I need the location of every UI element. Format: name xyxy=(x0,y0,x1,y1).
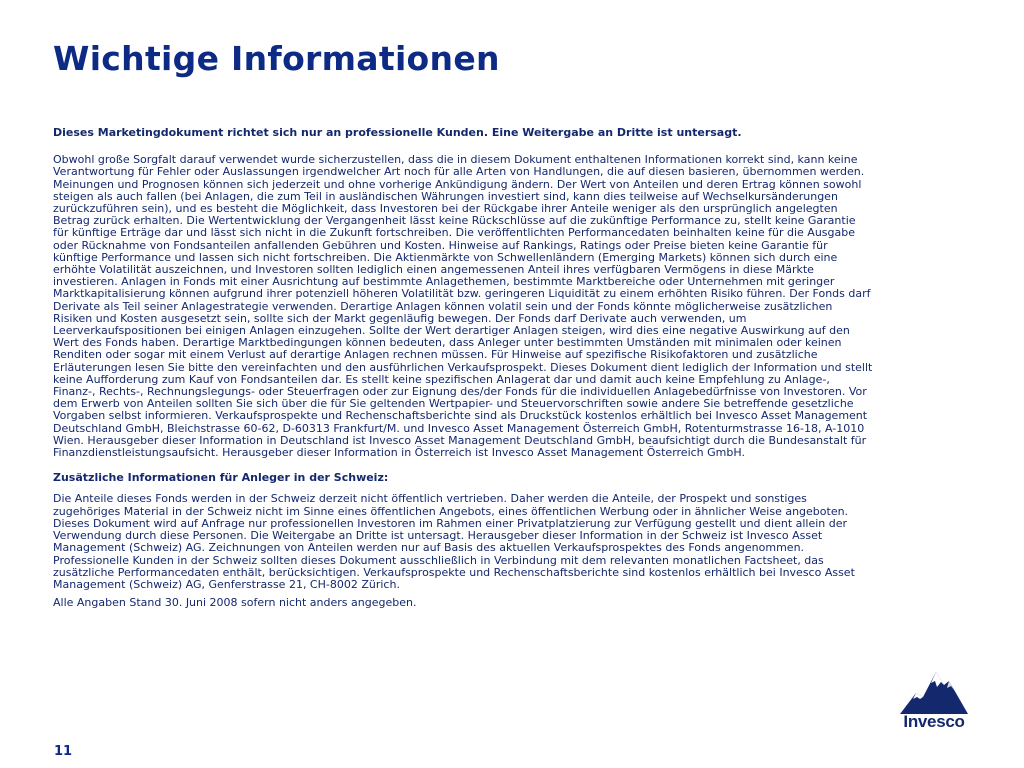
swiss-section-paragraph: Die Anteile dieses Fonds werden in der Schweiz derzeit nicht öffentlich vertrieben. Daher werden die Anteile, der Prospekt und sonstiges zugehöriges Material in der Schweiz nicht im Sinne eines öffentlichen Angebots, eines öffentlichen Werbung oder in ähnlicher Weise angeboten. Dieses Dokument wird auf Anfrage nur professionellen Investoren im Rahmen einer Privatplatzierung zur Verfügung gestellt und dient allein der Verwendung durch diese Personen. Die Weitergabe an Dritte ist untersagt. Herausgeber dieser Information in der Schweiz ist Invesco Asset Management (Schweiz) AG. Zeichnungen von Anteilen werden nur auf Basis des aktuellen Verkaufsprospektes des Fonds angenommen. Professionelle Kunden in der Schweiz sollten dieses Dokument ausschließlich in Verbindung mit dem relevanten monatlichen Factsheet, das zusätzliche Performancedaten enthält, berücksichtigen. Verkaufsprospekte und Rechenschaftsberichte sind kostenlos erhältlich bei Invesco Asset Management (Schweiz) AG, Genferstrasse 21, CH-8002 Zürich. xyxy=(53,492,855,591)
mountain-logo-icon xyxy=(894,668,974,716)
date-note: Alle Angaben Stand 30. Juni 2008 sofern nicht anders angegeben. xyxy=(53,596,417,610)
page-number: 11 xyxy=(54,744,73,759)
lead-notice: Dieses Marketingdokument richtet sich nur an professionelle Kunden. Eine Weitergabe an Dritte ist untersagt. xyxy=(53,126,742,139)
disclaimer-paragraph: Obwohl große Sorgfalt darauf verwendet wurde sicherzustellen, dass die in diesem Dokument enthaltenen Informationen korrekt sind, kann keine Verantwortung für Fehler oder Auslassungen irgendwelcher Art noch für alle Arten von Handlungen, die auf diesen basieren, übernommen werden. Meinungen und Prognosen können sich jederzeit und ohne vorherige Ankündigung ändern. Der Wert von Anteilen und deren Ertrag können sowohl steigen als auch fallen (bei Anlagen, die zum Teil in ausländischen Währungen investiert sind, kann dies teilweise auf Wechselkursänderungen zurückzuführen sein), und es besteht die Möglichkeit, dass Investoren bei der Rückgabe ihrer Anteile weniger als den ursprünglich angelegten Betrag zurück erhalten. Die Wertentwicklung der Vergangenheit lässt keine Rückschlüsse auf die zukünftige Performance zu, stellt keine Garantie für künftige Erträge dar und lässt sich nicht in die Zukunft fortschreiben. Die veröffentlichten Performancedaten beinhalten keine für die Ausgabe oder Rücknahme von Fondsanteilen anfallenden Gebühren und Kosten. Hinweise auf Rankings, Ratings oder Preise bieten keine Garantie für künftige Performance und lassen sich nicht fortschreiben. Die Aktienmärkte von Schwellenländern (Emerging Markets) können sich durch eine erhöhte Volatilität auszeichnen, und Investoren sollten lediglich einen angemessenen Anteil ihres verfügbaren Vermögens in diese Märkte investieren. Anlagen in Fonds mit einer Ausrichtung auf bestimmte Anlagethemen, bestimmte Marktbereiche oder Unternehmen mit geringer Marktkapitalisierung können aufgrund ihrer potenziell höheren Volatilität bzw. geringeren Liquidität zu einem erhöhten Risiko führen. Der Fonds darf Derivate als Teil seiner Anlagestrategie verwenden. Derartige Anlagen können volatil sein und der Fonds könnte möglicherweise zusätzlichen Risiken und Kosten ausgesetzt sein, sollte sich der Markt gegenläufig bewegen. Der Fonds darf Derivate auch verwenden, um Leerverkaufspositionen bei einigen Anlagen einzugehen. Sollte der Wert derartiger Anlagen steigen, wird dies eine negative Auswirkung auf den Wert des Fonds haben. Derartige Marktbedingungen können bedeuten, dass Anleger unter bestimmten Umständen mit minimalen oder keinen Renditen oder sogar mit einem Verlust auf derartige Anlagen rechnen müssen. Für Hinweise auf spezifische Risikofaktoren und zusätzliche Erläuterungen lesen Sie bitte den vereinfachten und den ausführlichen Verkaufsprospekt. Dieses Dokument dient lediglich der Information und stellt keine Aufforderung zum Kauf von Fondsanteilen dar. Es stellt keine spezifischen Anlagerat dar und damit auch keine Empfehlung zu Anlage-, Finanz-, Rechts-, Rechnungslegungs- oder Steuerfragen oder zur Eignung des/der Fonds für die individuellen Anlagebedürfnisse von Investoren. Vor dem Erwerb von Anteilen sollten Sie sich über die für Sie geltenden Wertpapier- und Steuervorschriften sowie andere Sie betreffende gesetzliche Vorgaben selbst informieren. Verkaufsprospekte und Rechenschaftsberichte sind als Druckstück kostenlos erhältlich bei Invesco Asset Management Deutschland GmbH, Bleichstrasse 60-62, D-60313 Frankfurt/M. und Invesco Asset Management Österreich GmbH, Rotenturmstrasse 16-18, A-1010 Wien. Herausgeber dieser Information in Deutschland ist Invesco Asset Management Deutschland GmbH, beaufsichtigt durch die Bundesanstalt für Finanzdienstleistungsaufsicht. Herausgeber dieser Information in Österreich ist Invesco Asset Management Österreich GmbH. xyxy=(53,153,873,460)
logo-wordmark: Invesco xyxy=(903,712,965,731)
page-title: Wichtige Informationen xyxy=(53,39,500,78)
content-body xyxy=(53,127,873,609)
invesco-logo xyxy=(894,668,974,734)
swiss-section-heading: Zusätzliche Informationen für Anleger in der Schweiz: xyxy=(53,471,389,485)
